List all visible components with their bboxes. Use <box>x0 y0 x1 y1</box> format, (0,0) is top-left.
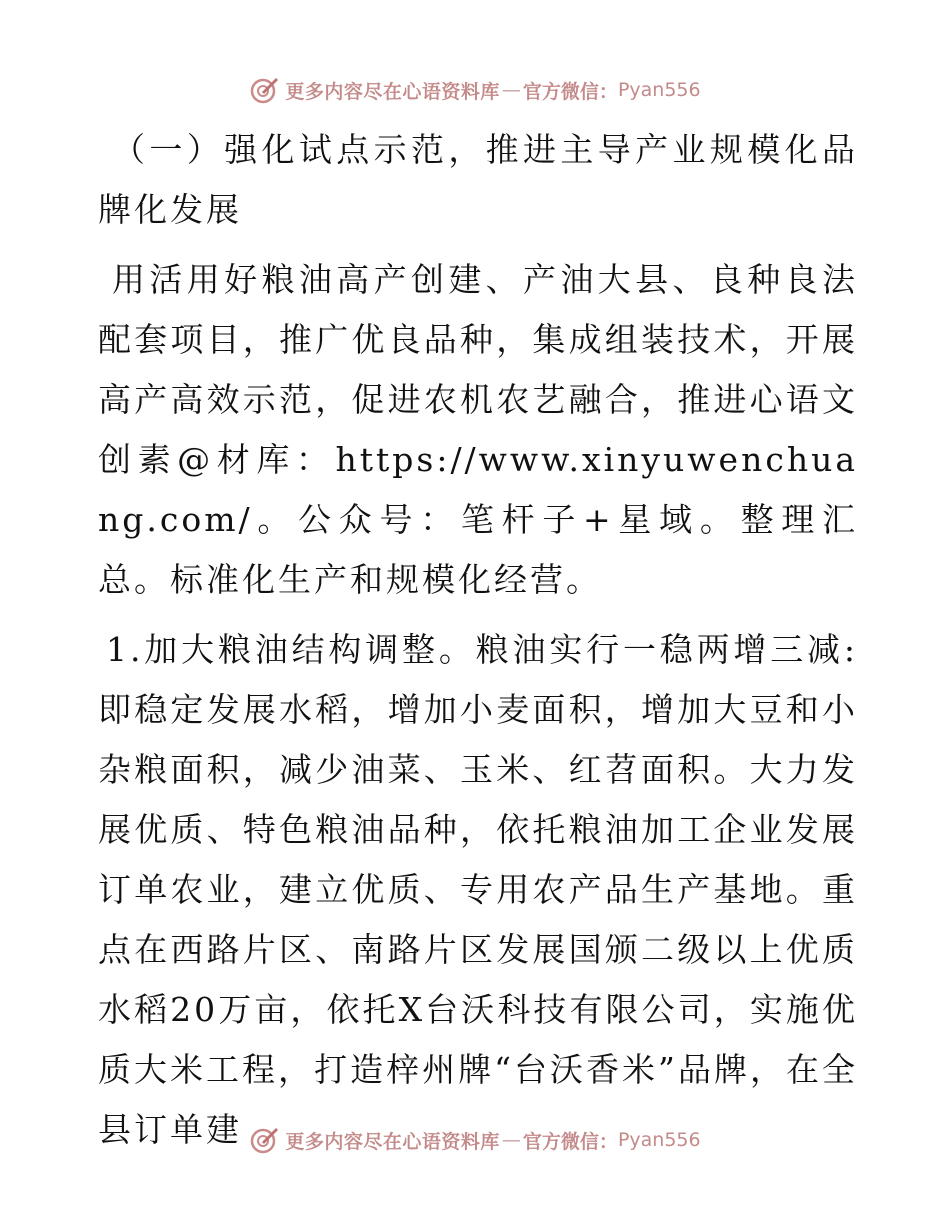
watermark-wechat-id: Pyan556 <box>617 79 701 101</box>
section-heading: （一）强化试点示范，推进主导产业规模化品牌化发展 <box>98 130 858 229</box>
document-body <box>98 120 858 1170</box>
watermark-wechat-id: Pyan556 <box>617 1129 701 1151</box>
watermark-wechat-label: 官方微信： <box>522 1130 618 1153</box>
pen-logo-icon <box>249 1125 279 1155</box>
pen-logo-icon <box>249 75 279 105</box>
paragraph-intro: 用活用好粮油高产创建、产油大县、良种良法配套项目，推广优良品种，集成组装技术，开展高产高效示范，促进农机农艺融合，推进心语文创素@材库：https://www.xinyuwenchuang.com/。公众号：笔杆子+星域。整理汇总。标准化生产和规模化经营。 <box>98 260 858 599</box>
watermark-wechat-label: 官方微信： <box>522 80 618 103</box>
watermark-footer <box>0 1120 950 1160</box>
paragraph-grain-oil: 1.加大粮油结构调整。粮油实行一稳两增三减:即稳定发展水稻，增加小麦面积，增加大豆和小杂粮面积，减少油菜、玉米、红苕面积。大力发展优质、特色粮油品种，依托粮油加工企业发展订单农业，建立优质、专用农产品生产基地。重点在西路片区、南路片区发展国颁二级以上优质水稻20万亩，依托X台沃科技有限公司，实施优质大米工程，打造梓州牌“台沃香米”品牌，在全县订单建 <box>98 630 858 1149</box>
watermark-brand: 更多内容尽在心语资料库 <box>285 1130 500 1153</box>
watermark-separator: — <box>501 79 521 101</box>
watermark-separator: — <box>501 1129 521 1151</box>
watermark-header <box>0 70 950 110</box>
watermark-brand: 更多内容尽在心语资料库 <box>285 80 500 103</box>
